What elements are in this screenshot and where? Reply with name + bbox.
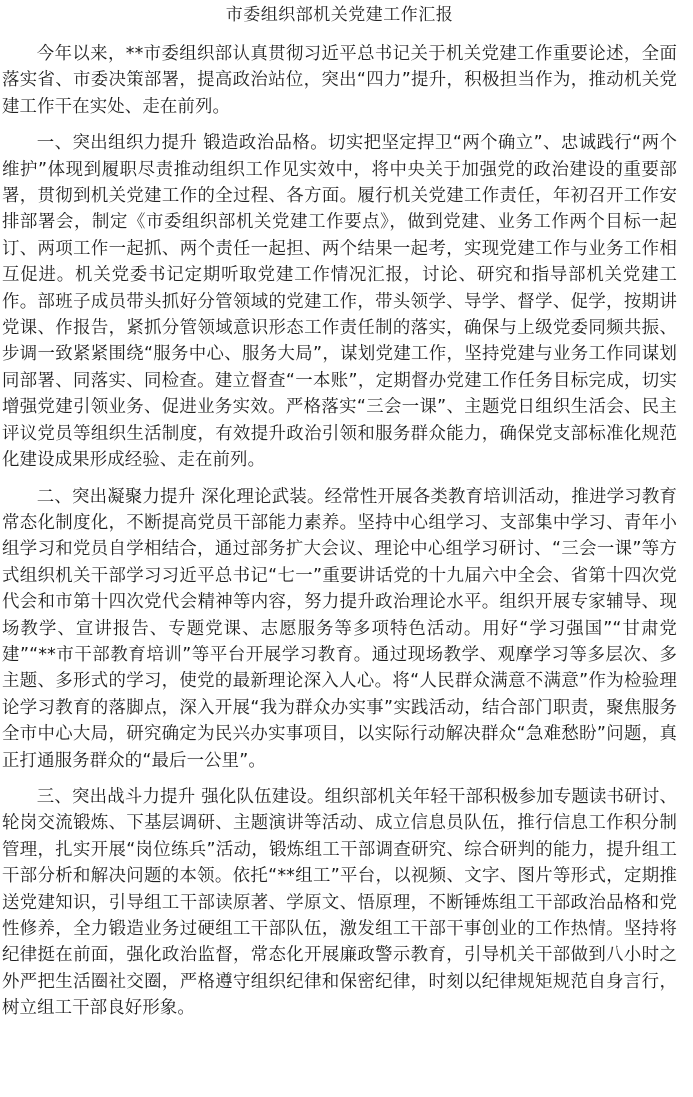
paragraph-intro: 今年以来，**市委组织部认真贯彻习近平总书记关于机关党建工作重要论述，全面落实省、市委决策部署，提高政治站位，突出“四力”提升，积极担当作为，推动机关党建工作干在实处、走在前列。 (2, 44, 677, 117)
paragraph-combat: 三、突出战斗力提升 强化队伍建设。组织部机关年轻干部积极参加专题读书研讨、轮岗交流锻炼、下基层调研、主题演讲等活动、成立信息员队伍，推行信息工作积分制管理，扎实开展“岗位练兵”活动，锻炼组工干部调查研究、综合研判的能力，提升组工干部分析和解决问题的本领。依托“**组工”平台，以视频、文字、图片等形式，定期推送党建知识，引导组工干部读原著、学原文、悟原理，不断锤炼组工干部政治品格和党性修养，全力锻造业务过硬组工干部队伍，激发组工干部干事创业的工作热情。坚持将纪律挺在前面，强化政治监督，常态化开展廉政警示教育，引导机关干部做到八小时之外严把生活圈社交圈，严格遵守组织纪律和保密纪律，时刻以纪律规矩规范自身言行，树立组工干部良好形象。 (2, 786, 677, 1019)
document-title: 市委组织部机关党建工作汇报 (225, 5, 454, 25)
paragraph-cohesion: 二、突出凝聚力提升 深化理论武装。经常性开展各类教育培训活动，推进学习教育常态化制度化，不断提高党员干部能力素养。坚持中心组学习、支部集中学习、青年小组学习和党员自学相结合，通过部务扩大会议、理论中心组学习研讨、“三会一课”等方式组织机关干部学习习近平总书记“七一”重要讲话党的十九届六中全会、省第十四次党代会和市第十四次党代会精神等内容，努力提升政治理论水平。组织开展专家辅导、现场教学、宣讲报告、专题党课、志愿服务等多项特色活动。用好“学习强国”“甘肃党建”“**市干部教育培训”等平台开展学习教育。通过现场教学、观摩学习等多层次、多主题、多形式的学习，使党的最新理论深入人心。将“人民群众满意不满意”作为检验理论学习教育的落脚点，深入开展“我为群众办实事”实践活动，结合部门职责，聚焦服务全市中心大局，研究确定为民兴办实事项目，以实际行动解决群众“急难愁盼”问题，真正打通服务群众的“最后一公里”。 (2, 486, 677, 771)
paragraph-organization: 一、突出组织力提升 锻造政治品格。切实把坚定捍卫“两个确立”、忠诚践行“两个维护”体现到履职尽责推动组织工作见实效中，将中央关于加强党的政治建设的重要部署，贯彻到机关党建工作的全过程、各方面。履行机关党建工作责任，年初召开工作安排部署会，制定《市委组织部机关党建工作要点》，做到党建、业务工作两个目标一起订、两项工作一起抓、两个责任一起担、两个结果一起考，实现党建工作与业务工作相互促进。机关党委书记定期听取党建工作情况汇报，讨论、研究和指导部机关党建工作。部班子成员带头抓好分管领域的党建工作，带头领学、导学、督学、促学，按期讲党课、作报告，紧抓分管领域意识形态工作责任制的落实，确保与上级党委同频共振、步调一致紧紧围绕“服务中心、服务大局”，谋划党建工作，坚持党建与业务工作同谋划同部署、同落实、同检查。建立督查“一本账”，定期督办党建工作任务目标完成，切实增强党建引领业务、促进业务实效。严格落实“三会一课”、主题党日组织生活会、民主评议党员等组织生活制度，有效提升政治引领和服务群众能力，确保党支部标准化规范化建设成果形成经验、走在前列。 (2, 133, 677, 471)
